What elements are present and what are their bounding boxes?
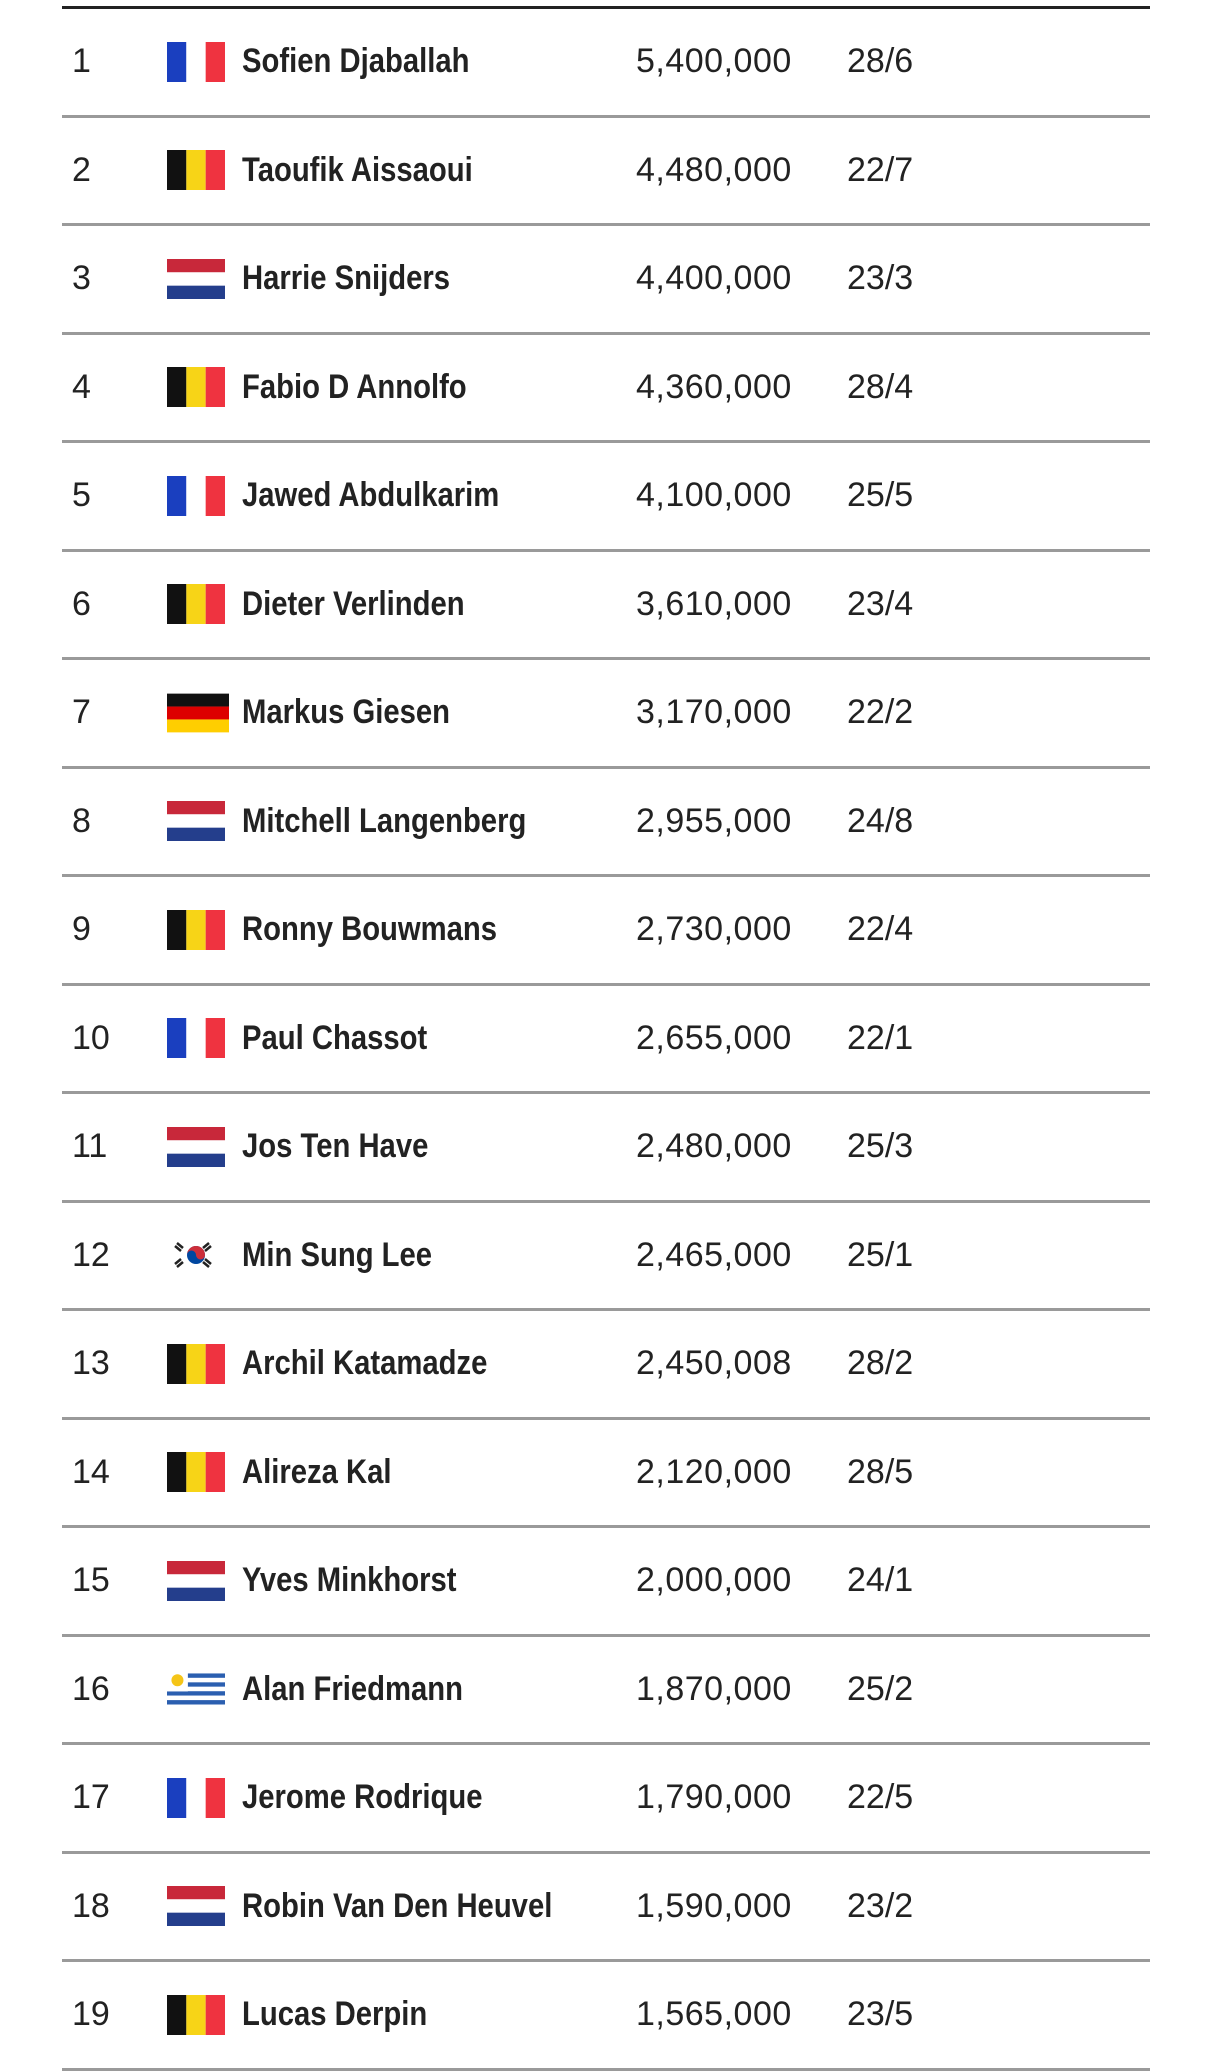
player-name[interactable]: Fabio D Annolfo (242, 367, 467, 406)
table-row[interactable] (62, 335, 1150, 444)
prize-money: 4,100,000 (636, 476, 792, 515)
belgium-flag-icon (167, 1420, 229, 1526)
rank-cell: 5 (72, 476, 91, 515)
table-row[interactable] (62, 1311, 1150, 1420)
prize-money: 2,655,000 (636, 1018, 792, 1057)
table-row[interactable] (62, 1420, 1150, 1529)
table-row[interactable] (62, 552, 1150, 661)
prize-money: 3,170,000 (636, 693, 792, 732)
player-name[interactable]: Mitchell Langenberg (242, 801, 527, 840)
netherlands-flag-icon (167, 1854, 229, 1960)
prize-money: 1,870,000 (636, 1669, 792, 1708)
table-row[interactable] (62, 769, 1150, 878)
table-row[interactable] (62, 877, 1150, 986)
prize-money: 2,465,000 (636, 1235, 792, 1274)
rank-cell: 10 (72, 1018, 110, 1057)
rank-cell: 18 (72, 1886, 110, 1925)
belgium-flag-icon (167, 118, 229, 224)
win-loss-record: 24/1 (847, 1561, 914, 1600)
rank-cell: 9 (72, 910, 91, 949)
table-row[interactable] (62, 1094, 1150, 1203)
prize-money: 2,000,000 (636, 1561, 792, 1600)
belgium-flag-icon (167, 1962, 229, 2068)
win-loss-record: 22/5 (847, 1778, 914, 1817)
win-loss-record: 22/7 (847, 150, 914, 189)
rank-cell: 13 (72, 1344, 110, 1383)
prize-money: 4,360,000 (636, 367, 792, 406)
prize-money: 4,480,000 (636, 150, 792, 189)
rank-cell: 12 (72, 1235, 110, 1274)
rank-cell: 14 (72, 1452, 110, 1491)
win-loss-record: 24/8 (847, 801, 914, 840)
rank-cell: 2 (72, 150, 91, 189)
belgium-flag-icon (167, 335, 229, 441)
win-loss-record: 25/2 (847, 1669, 914, 1708)
rank-cell: 19 (72, 1995, 110, 2034)
uruguay-flag-icon (167, 1637, 229, 1743)
belgium-flag-icon (167, 877, 229, 983)
prize-money: 4,400,000 (636, 259, 792, 298)
win-loss-record: 28/2 (847, 1344, 914, 1383)
table-row[interactable] (62, 1637, 1150, 1746)
player-name[interactable]: Jerome Rodrique (242, 1778, 483, 1817)
belgium-flag-icon (167, 1311, 229, 1417)
player-name[interactable]: Sofien Djaballah (242, 42, 470, 81)
win-loss-record: 28/6 (847, 42, 914, 81)
player-name[interactable]: Jos Ten Have (242, 1127, 429, 1166)
rank-cell: 16 (72, 1669, 110, 1708)
rank-cell: 6 (72, 584, 91, 623)
prize-money: 5,400,000 (636, 42, 792, 81)
player-name[interactable]: Ronny Bouwmans (242, 910, 498, 949)
player-name[interactable]: Lucas Derpin (242, 1995, 428, 2034)
germany-flag-icon (167, 660, 229, 766)
table-row[interactable] (62, 1962, 1150, 2071)
player-name[interactable]: Alan Friedmann (242, 1669, 463, 1708)
player-name[interactable]: Taoufik Aissaoui (242, 150, 473, 189)
rank-cell: 3 (72, 259, 91, 298)
prize-money: 3,610,000 (636, 584, 792, 623)
table-row[interactable] (62, 9, 1150, 118)
table-row[interactable] (62, 443, 1150, 552)
prize-money: 1,590,000 (636, 1886, 792, 1925)
france-flag-icon (167, 1745, 229, 1851)
rank-cell: 8 (72, 801, 91, 840)
win-loss-record: 23/4 (847, 584, 914, 623)
win-loss-record: 23/3 (847, 259, 914, 298)
player-name[interactable]: Dieter Verlinden (242, 584, 465, 623)
player-name[interactable]: Markus Giesen (242, 693, 451, 732)
win-loss-record: 23/2 (847, 1886, 914, 1925)
player-name[interactable]: Harrie Snijders (242, 259, 451, 298)
rank-cell: 11 (72, 1127, 108, 1166)
player-name[interactable]: Yves Minkhorst (242, 1561, 457, 1600)
win-loss-record: 28/4 (847, 367, 914, 406)
table-row[interactable] (62, 118, 1150, 227)
table-row[interactable] (62, 1745, 1150, 1854)
table-row[interactable] (62, 1854, 1150, 1963)
rank-cell: 17 (72, 1778, 110, 1817)
rank-cell: 15 (72, 1561, 110, 1600)
player-name[interactable]: Paul Chassot (242, 1018, 428, 1057)
prize-money: 2,120,000 (636, 1452, 792, 1491)
rank-cell: 1 (72, 42, 91, 81)
prize-money: 2,480,000 (636, 1127, 792, 1166)
win-loss-record: 28/5 (847, 1452, 914, 1491)
table-row[interactable] (62, 1203, 1150, 1312)
table-row[interactable] (62, 660, 1150, 769)
player-name[interactable]: Archil Katamadze (242, 1344, 488, 1383)
france-flag-icon (167, 9, 229, 115)
netherlands-flag-icon (167, 1528, 229, 1634)
win-loss-record: 25/3 (847, 1127, 914, 1166)
south-korea-flag-icon (167, 1203, 229, 1309)
netherlands-flag-icon (167, 769, 229, 875)
table-row[interactable] (62, 986, 1150, 1095)
france-flag-icon (167, 443, 229, 549)
rank-cell: 7 (72, 693, 91, 732)
prize-money: 1,565,000 (636, 1995, 792, 2034)
player-name[interactable]: Robin Van Den Heuvel (242, 1886, 553, 1925)
player-name[interactable]: Jawed Abdulkarim (242, 476, 500, 515)
netherlands-flag-icon (167, 1094, 229, 1200)
netherlands-flag-icon (167, 226, 229, 332)
win-loss-record: 23/5 (847, 1995, 914, 2034)
win-loss-record: 22/2 (847, 693, 914, 732)
win-loss-record: 22/4 (847, 910, 914, 949)
prize-money: 1,790,000 (636, 1778, 792, 1817)
win-loss-record: 22/1 (847, 1018, 914, 1057)
player-name[interactable]: Alireza Kal (242, 1452, 392, 1491)
table-row[interactable] (62, 1528, 1150, 1637)
prize-money: 2,730,000 (636, 910, 792, 949)
france-flag-icon (167, 986, 229, 1092)
rankings-table (62, 6, 1150, 2071)
rank-cell: 4 (72, 367, 91, 406)
belgium-flag-icon (167, 552, 229, 658)
prize-money: 2,955,000 (636, 801, 792, 840)
win-loss-record: 25/1 (847, 1235, 914, 1274)
win-loss-record: 25/5 (847, 476, 914, 515)
player-name[interactable]: Min Sung Lee (242, 1235, 433, 1274)
table-row[interactable] (62, 226, 1150, 335)
prize-money: 2,450,008 (636, 1344, 792, 1383)
